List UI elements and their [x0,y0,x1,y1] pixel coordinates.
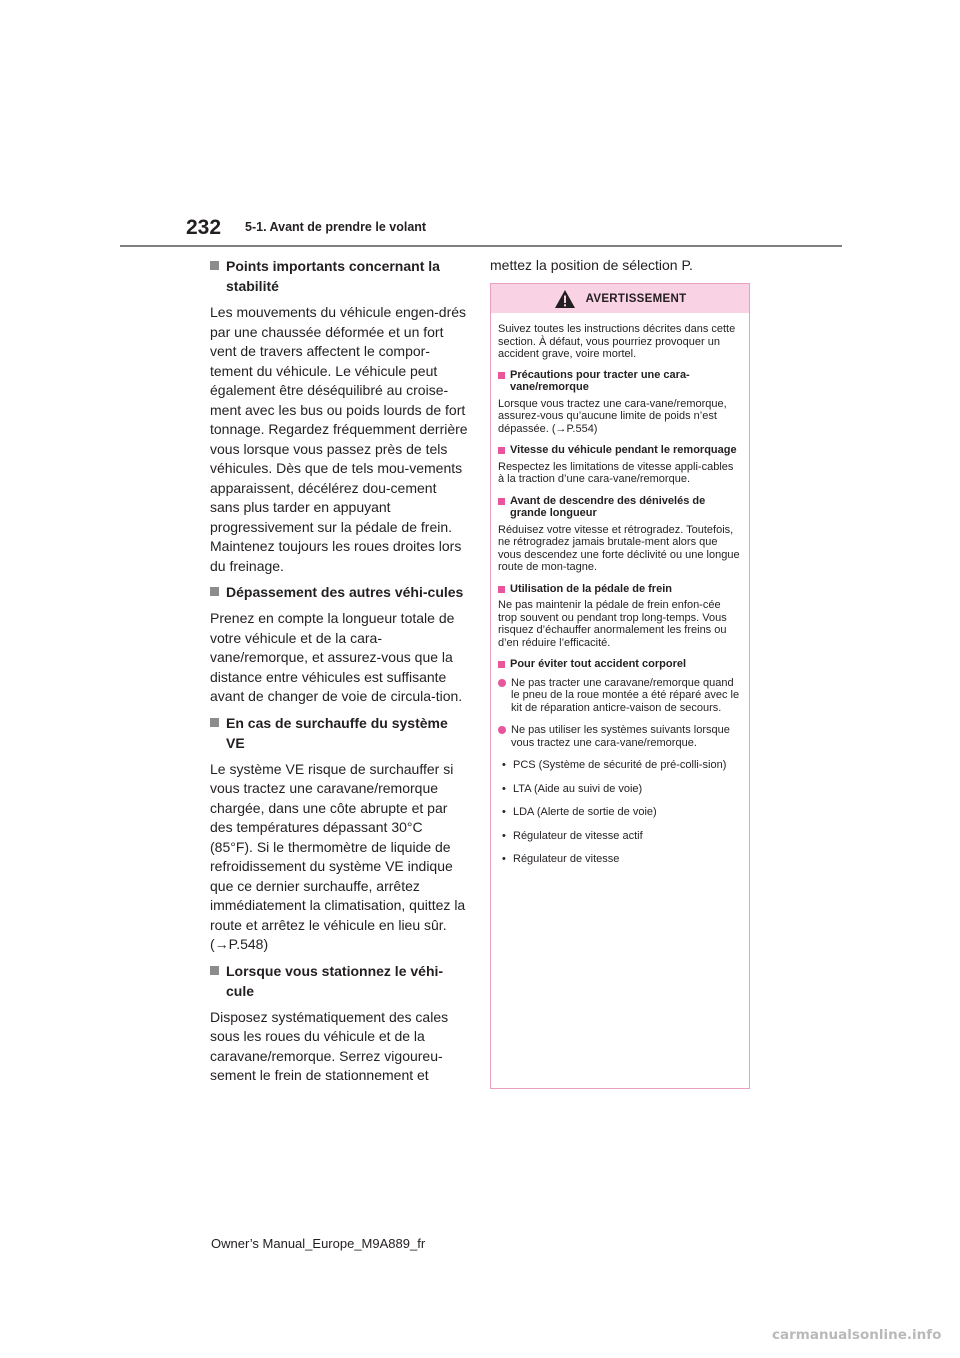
heading-text: Vitesse du véhicule pendant le remorquage [510,444,737,456]
square-bullet-icon [210,587,219,596]
warning-section [498,444,741,486]
list-item-text: LDA (Alerte de sortie de voie) [513,806,657,818]
square-bullet-icon [210,966,219,975]
warning-section [498,369,741,436]
warning-header [491,284,749,313]
section-heading [210,961,468,1001]
warning-section-text: Lorsque vous tractez une cara-vane/remorque, assurez-vous qu’aucune limite de poids n’est dépassée. (→P.554) [498,397,727,435]
heading-text: Utilisation de la pédale de frein [510,582,672,595]
heading-text: En cas de surchauffe du système VE [226,714,448,751]
warning-section [498,495,741,574]
bullet-dot: • [502,806,506,818]
warning-section-heading [498,495,741,520]
list-item-text: Régulateur de vitesse [513,853,620,865]
list-item-text: Régulateur de vitesse actif [513,829,643,842]
square-bullet-icon [498,498,505,505]
square-bullet-icon [498,372,505,379]
section-overtaking [210,582,468,707]
square-bullet-icon [498,447,505,454]
list-item-text: Ne pas tracter une caravane/remorque quand le pneu de la roue montée a été réparé avec le kit de réparation anticre-vaison de secours. [511,676,740,714]
bullet-dot: • [502,829,506,842]
heading-text: Pour éviter tout accident corporel [510,658,687,670]
warning-triangle-icon [554,289,576,309]
warning-section-heading [498,444,741,457]
section-heading [210,713,468,753]
section-text: Le système VE risque de surchauffer si vous tractez une caravane/remorque chargée, dans une côte abrupte et par des températures dépassant 30°C (85°F). Si le thermomètre de liquide de refroidissement du système VE indique que ce dernier surchauffe, arrêtez immédiatement la climatisation, quittez la route et arrêtez le véhicule en lieu sûr. (→P.548) [210,760,466,952]
heading-text: Points importants concernant la stabilité [226,258,440,294]
section-text: Prenez en compte la longueur totale de votre véhicule et de la cara-vane/remorque, et assurez-vous que la distance entre véhicules est suffisante avant de changer de voie de circula-tion. [210,610,463,704]
continuation-text: mettez la position de sélection P. [490,257,693,273]
section-stability [210,256,468,576]
warning-section-heading [498,583,741,596]
watermark: carmanualsonline.info [772,1327,942,1343]
warning-section-text: Respectez les limitations de vitesse appli-cables à la traction d’une cara-vane/remorque. [498,460,734,485]
section-overheating [210,713,468,955]
bullet-dot: • [502,759,506,771]
warning-body [491,313,749,866]
page-number: 232 [186,216,222,239]
bullet-dot: • [502,782,506,795]
heading-text: Précautions pour tracter une cara-vane/remorque [510,368,690,393]
warning-section [498,583,741,650]
bullet-dot: • [502,853,506,865]
warning-intro: Suivez toutes les instructions décrites dans cette section. À défaut, vous pourriez provoquer un accident grave, voire mortel. [498,323,736,360]
square-bullet-icon [210,718,219,727]
warning-section [498,658,741,671]
square-bullet-icon [498,586,505,593]
warning-title: AVERTISSEMENT [585,292,687,305]
section-parking [210,961,468,1086]
list-item-text: Ne pas utiliser les systèmes suivants lorsque vous tractez une cara-vane/remorque. [511,724,730,749]
list-item [498,759,741,772]
circle-list-item [498,677,741,715]
circle-bullet-icon [498,679,506,687]
list-item [498,783,741,796]
list-item [498,853,741,866]
section-title: 5-1. Avant de prendre le volant [245,220,427,234]
heading-text: Dépassement des autres véhi-cules [226,584,464,600]
warning-box [490,283,750,1089]
warning-section-heading [498,658,741,671]
circle-list-item [498,724,741,749]
warning-section-heading [498,369,741,394]
warning-section-text: Réduisez votre vitesse et rétrogradez. Toutefois, ne rétrogradez jamais brutale-ment alors que vous descendez une forte déclivité ou une longue route de mon-tagne. [498,523,740,573]
section-text: Disposez systématiquement des cales sous les roues du véhicule et de la caravane/remorque. Serrez vigoureu-sement le frein de stationnement et [210,1008,449,1083]
system-list [498,759,741,866]
left-column [210,256,468,1092]
section-text: Les mouvements du véhicule engen-drés par une chaussée déformée et un fort vent de travers affectent le compor-tement du véhicule. Le véhicule peut également être déséquilibré au croise-ment avec les bus ou poids lourds de fort tonnage. Regardez fréquemment derrière vous lorsque vous passez près de tels véhicules. Dès que de tels mou-vements apparaissent, décélérez dou-cement sans plus tarder en appuyant progressivement sur la pédale de frein. Maintenez toujours les roues droites lors du freinage. [210,304,468,574]
heading-text: Avant de descendre des dénivelés de grande longueur [510,494,706,519]
square-bullet-icon [210,261,219,270]
square-bullet-icon [498,661,505,668]
warning-section-text: Ne pas maintenir la pédale de frein enfon-cée trop souvent ou pendant trop long-temps. Vous risquez d’échauffer anormalement les freins ou d’en réduire l’efficacité. [498,599,727,649]
list-item [498,830,741,843]
section-heading [210,582,468,602]
circle-bullet-icon [498,726,506,734]
list-item-text: PCS (Système de sécurité de pré-colli-sion) [513,759,727,771]
section-heading [210,256,468,296]
header-rule [120,245,842,247]
footer-text: Owner’s Manual_Europe_M9A889_fr [211,1236,426,1251]
heading-text: Lorsque vous stationnez le véhi-cule [226,962,444,999]
list-item [498,806,741,819]
list-item-text: LTA (Aide au suivi de voie) [513,782,643,795]
